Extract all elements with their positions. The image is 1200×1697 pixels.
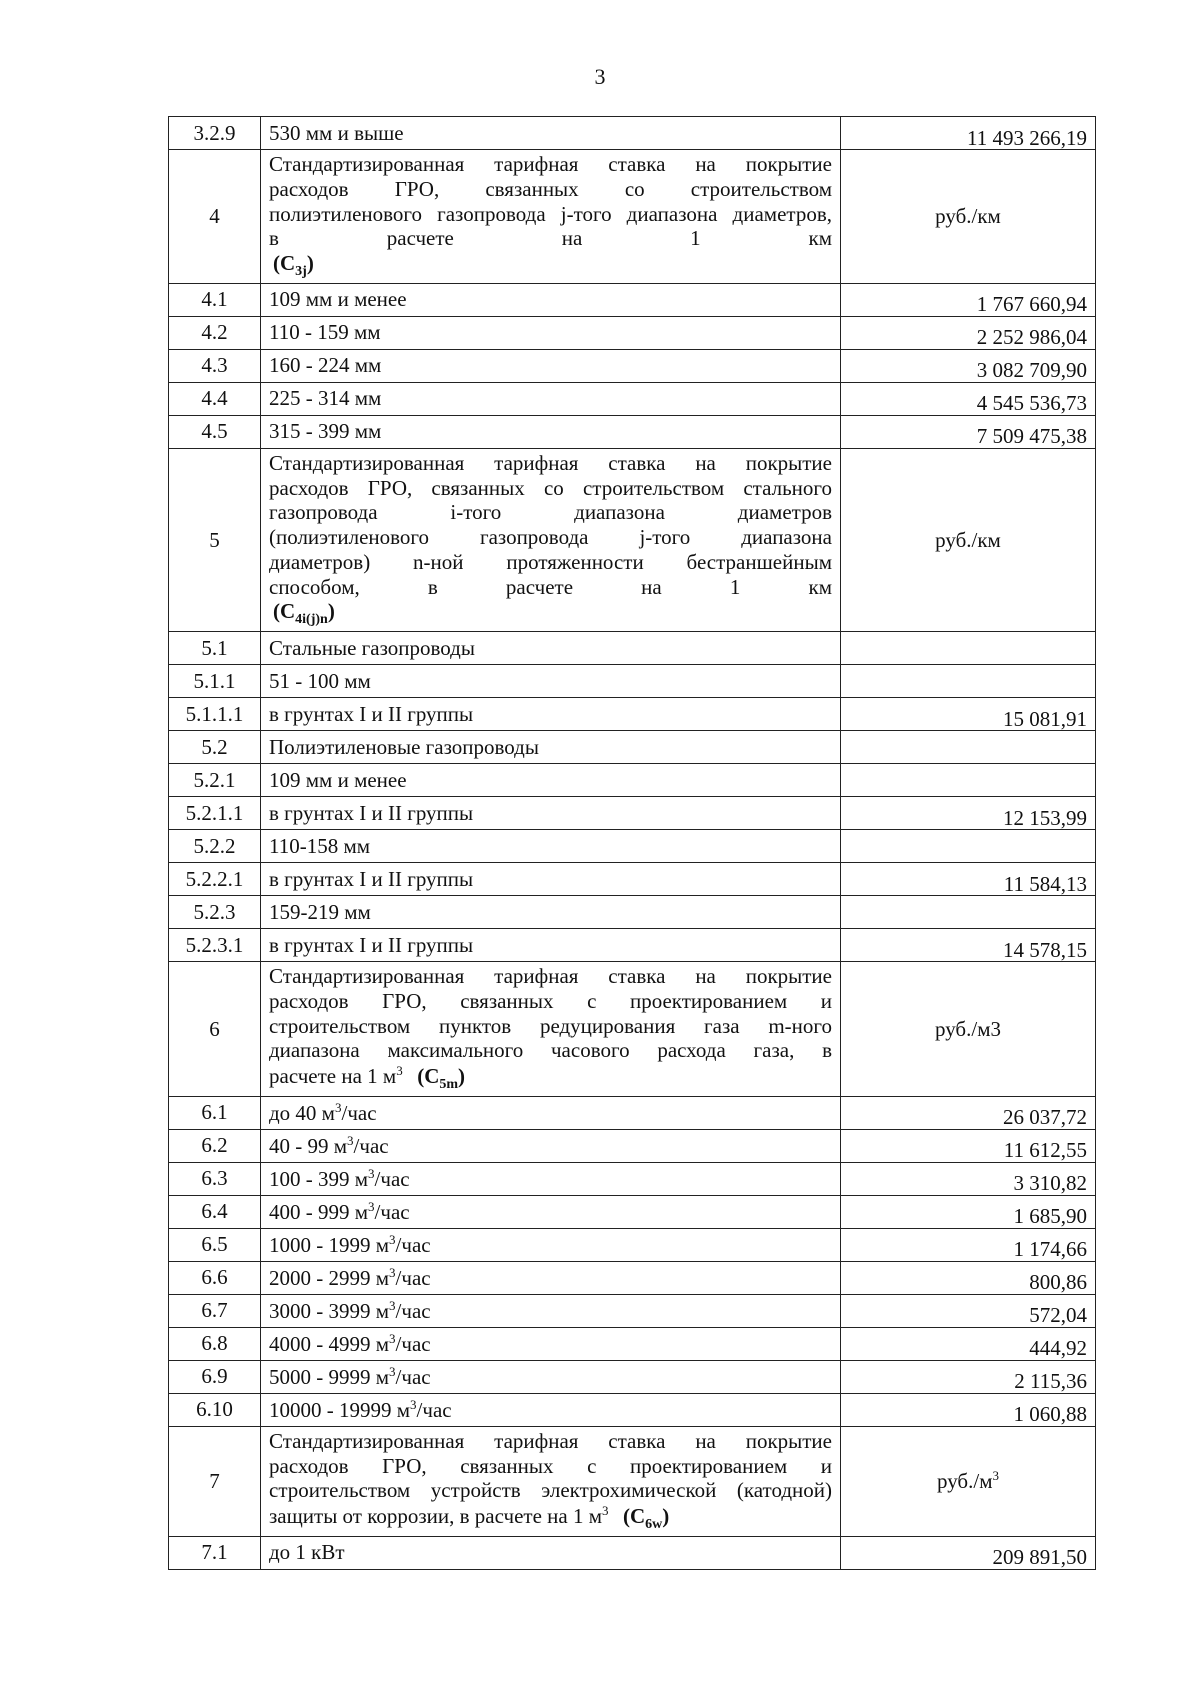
description-line: расходов ГРО, связанных с проектированием и (269, 1453, 832, 1478)
table-row (169, 283, 1096, 316)
description-line: диаметров) n-ной протяженности бестраншейным (269, 549, 832, 574)
row-number: 6.3 (169, 1162, 261, 1195)
value-text: 1 767 660,94 (976, 292, 1087, 317)
superscript: 3 (334, 1099, 342, 1115)
description-suffix: /час (395, 1331, 431, 1356)
rate-code: $(C_{5m})$ (417, 1064, 466, 1093)
row-description (261, 1426, 841, 1536)
table-row (169, 929, 1096, 962)
description-line: полиэтиленового газопровода j-того диапазона диаметров, (269, 201, 832, 226)
description-text: 5000 - 9999 м (269, 1364, 390, 1389)
description-last-line (269, 251, 832, 281)
row-description (261, 896, 841, 929)
superscript: 3 (347, 1132, 354, 1148)
description-line: диапазона максимального часового расхода газа, в (269, 1038, 832, 1063)
row-description (261, 929, 841, 962)
table-row (169, 1096, 1096, 1129)
row-description (261, 382, 841, 415)
superscript: 3 (389, 1264, 396, 1280)
value-text: 3 310,82 (1013, 1171, 1087, 1196)
description-text: в грунтах I и II группы (269, 800, 474, 825)
description-suffix: /час (395, 1265, 431, 1290)
value-text: 12 153,99 (1003, 805, 1087, 830)
description-suffix: /час (374, 1199, 410, 1224)
row-value (841, 1228, 1096, 1261)
description-line: Стандартизированная тарифная ставка на покрытие (269, 152, 832, 176)
description-text: до 1 кВт (269, 1540, 345, 1565)
table-row (169, 316, 1096, 349)
superscript: 3 (389, 1231, 396, 1247)
value-text: 11 493 266,19 (967, 125, 1087, 150)
superscript: 3 (389, 1363, 396, 1379)
description-text: в грунтах I и II группы (269, 866, 474, 891)
row-value (841, 1327, 1096, 1360)
description-text: 40 - 99 м (269, 1133, 348, 1158)
row-description (261, 1536, 841, 1569)
row-number: 7 (169, 1426, 261, 1536)
description-line: строительством пунктов редуцирования газа m-ного (269, 1013, 832, 1038)
rate-code: $(C_{6w})$ (623, 1504, 670, 1533)
row-description (261, 1228, 841, 1261)
description-line: способом, в расчете на 1 км (269, 574, 832, 599)
row-number: 5.2.2 (169, 830, 261, 863)
row-number: 4 (169, 150, 261, 284)
row-value (841, 283, 1096, 316)
description-text: 159-219 мм (269, 899, 371, 924)
table-row (169, 830, 1096, 863)
table-row (169, 382, 1096, 415)
unit-cell (841, 962, 1096, 1097)
row-description (261, 1129, 841, 1162)
row-description (261, 1162, 841, 1195)
description-suffix: /час (416, 1397, 452, 1422)
value-text: 444,92 (1029, 1336, 1087, 1361)
value-text: 11 584,13 (1003, 871, 1087, 896)
description-tail: расчете на 1 м (269, 1064, 397, 1089)
rate-code: $(C_{4i(j)n})$ (273, 599, 335, 628)
value-text: 14 578,15 (1003, 937, 1087, 962)
tariff-table-body (169, 117, 1096, 1570)
table-row (169, 1327, 1096, 1360)
row-number: 4.5 (169, 415, 261, 448)
value-text: 26 037,72 (1003, 1105, 1087, 1130)
row-number: 6.8 (169, 1327, 261, 1360)
section-header-row (169, 150, 1096, 284)
table-row (169, 863, 1096, 896)
row-description (261, 1360, 841, 1393)
row-number: 5.2.3 (169, 896, 261, 929)
row-description (261, 1261, 841, 1294)
value-text: 1 174,66 (1013, 1237, 1087, 1262)
table-row (169, 1536, 1096, 1569)
table-row (169, 665, 1096, 698)
value-text: 2 252 986,04 (976, 325, 1087, 350)
row-value (841, 1360, 1096, 1393)
description-text: 51 - 100 мм (269, 668, 371, 693)
superscript: 3 (992, 1468, 999, 1484)
row-value (841, 863, 1096, 896)
description-text: Полиэтиленовые газопроводы (269, 734, 539, 759)
description-line: строительством устройств электрохимической (катодной) (269, 1478, 832, 1503)
description-line: расходов ГРО, связанных со строительством стального (269, 475, 832, 500)
row-description (261, 349, 841, 382)
description-suffix: /час (341, 1100, 377, 1125)
row-number: 5.1.1.1 (169, 698, 261, 731)
row-number: 6.4 (169, 1195, 261, 1228)
description-line: расходов ГРО, связанных со строительством (269, 176, 832, 201)
row-description (261, 698, 841, 731)
value-text: 4 545 536,73 (976, 391, 1087, 416)
description-text: в грунтах I и II группы (269, 932, 474, 957)
description-text: 315 - 399 мм (269, 419, 382, 444)
description-text: 225 - 314 мм (269, 386, 382, 411)
rate-code-subscript: 5m (439, 1077, 459, 1093)
row-value (841, 632, 1096, 665)
section-header-row (169, 1426, 1096, 1536)
row-number: 5.2.3.1 (169, 929, 261, 962)
row-value (841, 1536, 1096, 1569)
table-row (169, 1162, 1096, 1195)
row-number: 6 (169, 962, 261, 1097)
rate-code: $(C_{3j})$ (273, 251, 314, 280)
row-value (841, 764, 1096, 797)
unit-label: руб./м (936, 1469, 993, 1494)
row-description (261, 632, 841, 665)
row-value (841, 929, 1096, 962)
value-text: 2 115,36 (1014, 1369, 1087, 1394)
value-text: 800,86 (1029, 1270, 1087, 1295)
description-text: 110-158 мм (269, 833, 371, 858)
table-row (169, 1261, 1096, 1294)
description-text: 3000 - 3999 м (269, 1298, 390, 1323)
value-text: 1 060,88 (1013, 1402, 1087, 1427)
value-text: 15 081,91 (1003, 706, 1087, 731)
table-row (169, 896, 1096, 929)
description-tail: защиты от коррозии, в расчете на 1 м (269, 1504, 602, 1529)
row-number: 5.2.2.1 (169, 863, 261, 896)
description-last-line (269, 599, 832, 629)
row-number: 5.2 (169, 731, 261, 764)
row-number: 6.9 (169, 1360, 261, 1393)
row-number: 4.4 (169, 382, 261, 415)
description-line: газопровода i-того диапазона диаметров (269, 500, 832, 525)
row-number: 6.6 (169, 1261, 261, 1294)
row-number: 4.2 (169, 316, 261, 349)
row-value (841, 1162, 1096, 1195)
row-value (841, 830, 1096, 863)
table-row (169, 1360, 1096, 1393)
description-line: в расчете на 1 км (269, 226, 832, 251)
row-number: 5.1.1 (169, 665, 261, 698)
tariff-table (168, 116, 1096, 1570)
description-suffix: /час (353, 1133, 389, 1158)
value-text: 572,04 (1029, 1303, 1087, 1328)
unit-label: руб./м3 (934, 1016, 1001, 1041)
row-value (841, 316, 1096, 349)
description-text: 1000 - 1999 м (269, 1232, 390, 1257)
description-text: 109 мм и менее (269, 287, 407, 312)
row-number: 6.10 (169, 1393, 261, 1426)
table-row (169, 1129, 1096, 1162)
superscript: 3 (410, 1396, 417, 1412)
row-description (261, 448, 841, 631)
row-number: 5.2.1 (169, 764, 261, 797)
row-description (261, 764, 841, 797)
description-suffix: /час (395, 1364, 431, 1389)
row-description (261, 415, 841, 448)
rate-code-letter: C (424, 1064, 440, 1089)
row-description (261, 316, 841, 349)
unit-label: руб./км (935, 527, 1001, 552)
row-number: 3.2.9 (169, 117, 261, 150)
value-text: 209 891,50 (992, 1545, 1087, 1570)
row-value (841, 1195, 1096, 1228)
row-value (841, 1096, 1096, 1129)
rate-code-subscript: 3j (295, 264, 307, 280)
rate-code-subscript: 4i(j)n (295, 612, 328, 628)
row-number: 6.1 (169, 1096, 261, 1129)
row-number: 6.2 (169, 1129, 261, 1162)
description-text: 10000 - 19999 м (269, 1397, 411, 1422)
description-text: 100 - 399 м (269, 1166, 369, 1191)
row-description (261, 1096, 841, 1129)
row-description (261, 1195, 841, 1228)
unit-cell (841, 448, 1096, 631)
unit-label: руб./км (935, 204, 1001, 228)
page-number: 3 (594, 64, 606, 89)
description-line: (полиэтиленового газопровода j-того диапазона (269, 525, 832, 550)
description-text: 400 - 999 м (269, 1199, 369, 1224)
row-value (841, 1129, 1096, 1162)
row-description (261, 150, 841, 284)
description-suffix: /час (374, 1166, 410, 1191)
table-row (169, 349, 1096, 382)
table-row (169, 1228, 1096, 1261)
description-last-line (269, 1503, 832, 1534)
superscript: 3 (396, 1063, 403, 1079)
table-row (169, 731, 1096, 764)
description-line: расходов ГРО, связанных с проектированием и (269, 988, 832, 1013)
rate-code-subscript: 6w (645, 1517, 663, 1533)
value-text: 11 612,55 (1003, 1138, 1087, 1163)
row-description (261, 1393, 841, 1426)
table-row (169, 117, 1096, 150)
unit-cell (841, 1426, 1096, 1536)
description-text: до 40 м (269, 1100, 335, 1125)
description-line: Стандартизированная тарифная ставка на покрытие (269, 1428, 832, 1453)
row-description (261, 962, 841, 1097)
section-header-row (169, 448, 1096, 631)
table-row (169, 797, 1096, 830)
row-number: 5.1 (169, 632, 261, 665)
row-description (261, 665, 841, 698)
superscript: 3 (389, 1297, 396, 1313)
value-text: 7 509 475,38 (976, 424, 1087, 449)
description-suffix: /час (395, 1232, 431, 1257)
section-header-row (169, 962, 1096, 1097)
row-number: 5 (169, 448, 261, 631)
row-number: 5.2.1.1 (169, 797, 261, 830)
description-text: 109 мм и менее (269, 767, 407, 792)
row-value (841, 1294, 1096, 1327)
table-row (169, 1195, 1096, 1228)
row-value (841, 896, 1096, 929)
superscript: 3 (368, 1165, 375, 1181)
description-text: Стальные газопроводы (269, 635, 475, 660)
description-text: в грунтах I и II группы (269, 701, 474, 726)
row-number: 7.1 (169, 1536, 261, 1569)
row-number: 4.3 (169, 349, 261, 382)
row-value (841, 665, 1096, 698)
superscript: 3 (368, 1198, 375, 1214)
table-row (169, 698, 1096, 731)
value-text: 3 082 709,90 (976, 358, 1087, 383)
row-description (261, 283, 841, 316)
value-text: 1 685,90 (1013, 1204, 1087, 1229)
row-number: 6.5 (169, 1228, 261, 1261)
row-value (841, 117, 1096, 150)
unit-cell (841, 150, 1096, 284)
rate-code-letter: C (280, 251, 296, 276)
table-row (169, 1294, 1096, 1327)
description-text: 2000 - 2999 м (269, 1265, 390, 1290)
row-description (261, 731, 841, 764)
superscript: 3 (389, 1330, 396, 1346)
table-row (169, 1393, 1096, 1426)
row-value (841, 349, 1096, 382)
row-description (261, 863, 841, 896)
table-row (169, 764, 1096, 797)
description-line: Стандартизированная тарифная ставка на покрытие (269, 450, 832, 475)
row-description (261, 1327, 841, 1360)
row-number: 6.7 (169, 1294, 261, 1327)
description-line: Стандартизированная тарифная ставка на покрытие (269, 964, 832, 989)
description-text: 110 - 159 мм (269, 320, 381, 345)
row-description (261, 1294, 841, 1327)
row-value (841, 698, 1096, 731)
rate-code-letter: C (280, 599, 296, 624)
row-number: 4.1 (169, 283, 261, 316)
row-value (841, 1393, 1096, 1426)
description-suffix: /час (395, 1298, 431, 1323)
superscript: 3 (602, 1503, 609, 1519)
table-row (169, 415, 1096, 448)
row-value (841, 415, 1096, 448)
row-description (261, 830, 841, 863)
description-text: 4000 - 4999 м (269, 1331, 390, 1356)
rate-code-letter: C (630, 1504, 646, 1529)
row-value (841, 731, 1096, 764)
table-row (169, 632, 1096, 665)
description-text: 530 мм и выше (269, 120, 404, 145)
row-value (841, 382, 1096, 415)
row-value (841, 797, 1096, 830)
description-last-line (269, 1063, 832, 1094)
row-value (841, 1261, 1096, 1294)
description-text: 160 - 224 мм (269, 353, 382, 378)
row-description (261, 797, 841, 830)
row-description (261, 117, 841, 150)
